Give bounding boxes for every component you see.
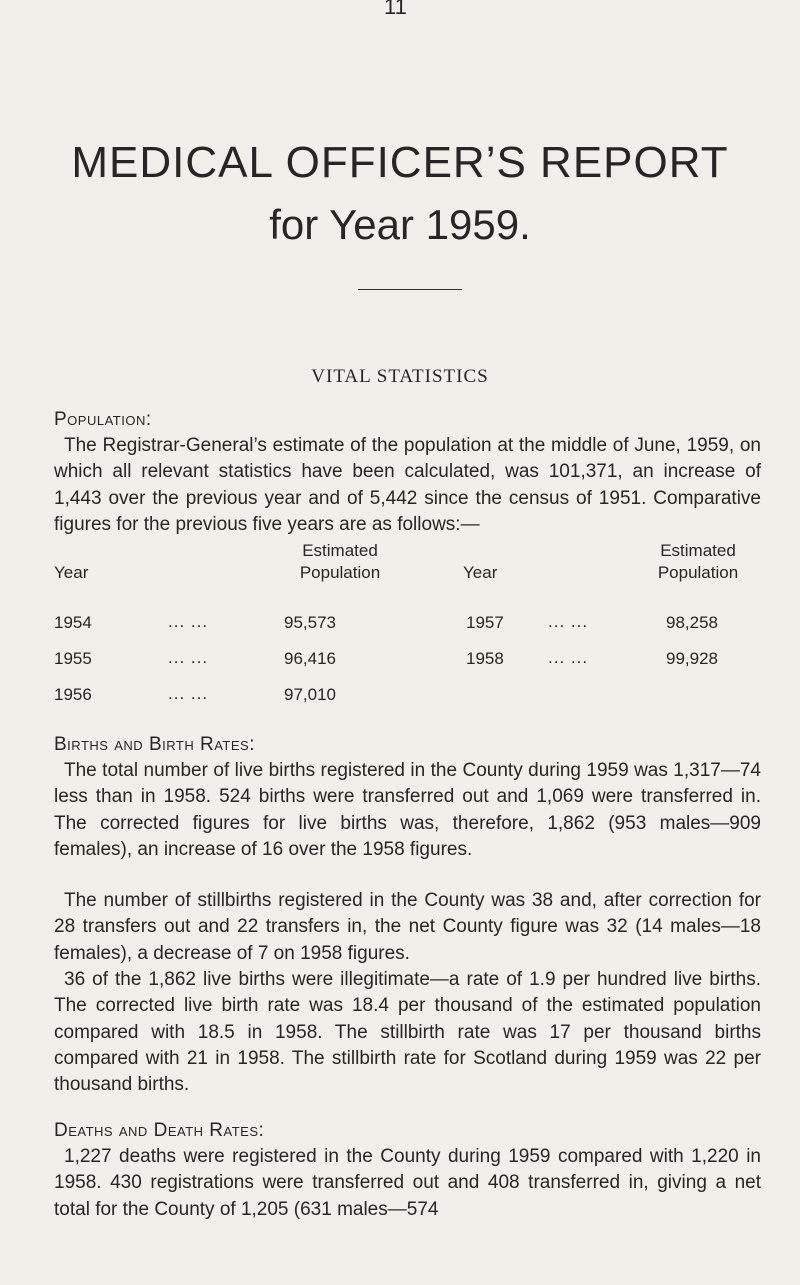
- table-row-leader: ... ...: [548, 648, 589, 667]
- table-row-population: 99,928: [666, 649, 718, 668]
- table-row-leader: ... ...: [168, 684, 209, 703]
- births-paragraph-3: [54, 967, 761, 1098]
- births-paragraph-1: [54, 758, 761, 863]
- births-paragraph-1-text: The total number of live births registered in the County during 1959 was 1,317—74 less than in 1958. 524 births were transferred out and 1,069 were transferred in. The corrected figures for live births was, therefore, 1,862 (953 males—909 females), an increase of 16 over the 1958 figures.: [54, 760, 761, 860]
- table-row-year: 1954: [54, 613, 92, 632]
- table-row-leader: ... ...: [548, 612, 589, 631]
- population-paragraph: [54, 433, 761, 538]
- table-header-population-right: Population: [657, 563, 739, 582]
- page-number: 11: [384, 0, 407, 19]
- table-row-population: 95,573: [284, 613, 336, 632]
- births-heading: Births and Birth Rates:: [54, 734, 255, 755]
- table-header-estimated-right: Estimated: [660, 541, 736, 560]
- table-header-year-left: Year: [54, 563, 89, 582]
- table-row-leader: ... ...: [168, 648, 209, 667]
- table-header-estimated-left: Estimated: [302, 541, 378, 560]
- births-paragraph-2-text: The number of stillbirths registered in the County was 38 and, after correction for 28 transfers out and 22 transfers in, the net County figure was 32 (14 males—18 females), a decrease of 7 on 1958 figures.: [54, 890, 761, 964]
- report-title: MEDICAL OFFICER’S REPORT: [71, 138, 729, 187]
- section-title: VITAL STATISTICS: [311, 366, 489, 387]
- table-row-population: 98,258: [666, 613, 718, 632]
- table-row-year: 1955: [54, 649, 92, 668]
- deaths-heading: Deaths and Death Rates:: [54, 1120, 265, 1141]
- report-subtitle: for Year 1959.: [269, 201, 531, 248]
- births-paragraph-3-text: 36 of the 1,862 live births were illegitimate—a rate of 1.9 per hundred live births. The corrected live birth rate was 18.4 per thousand of the estimated population compared with 18.5 in 1958. The stillbirth rate was 17 per thousand births compared with 21 in 1958. The stillbirth rate for Scotland during 1959 was 22 per thousand births.: [54, 969, 761, 1096]
- population-paragraph-text: The Registrar-General’s estimate of the population at the middle of June, 1959, on which all relevant statistics have been calculated, was 101,371, an increase of 1,443 over the previous year and of 5,442 since the census of 1951. Comparative figures for the previous five years are as follows:—: [54, 435, 761, 535]
- deaths-paragraph-text: 1,227 deaths were registered in the County during 1959 compared with 1,220 in 1958. 430 registrations were transferred out and 408 transferred in, giving a net total for the County of 1,205 (631 males—574: [54, 1146, 761, 1220]
- births-paragraph-2: [54, 888, 761, 967]
- table-row-year: 1956: [54, 685, 92, 704]
- table-row-year: 1957: [466, 613, 504, 632]
- table-row-year: 1958: [466, 649, 504, 668]
- table-row-leader: ... ...: [168, 612, 209, 631]
- table-row-population: 96,416: [284, 649, 336, 668]
- deaths-paragraph: [54, 1144, 761, 1223]
- table-row-population: 97,010: [284, 685, 336, 704]
- population-heading: Population:: [54, 409, 152, 430]
- divider-rule: [358, 289, 462, 290]
- table-header-year-right: Year: [463, 563, 498, 582]
- table-header-population-left: Population: [299, 563, 381, 582]
